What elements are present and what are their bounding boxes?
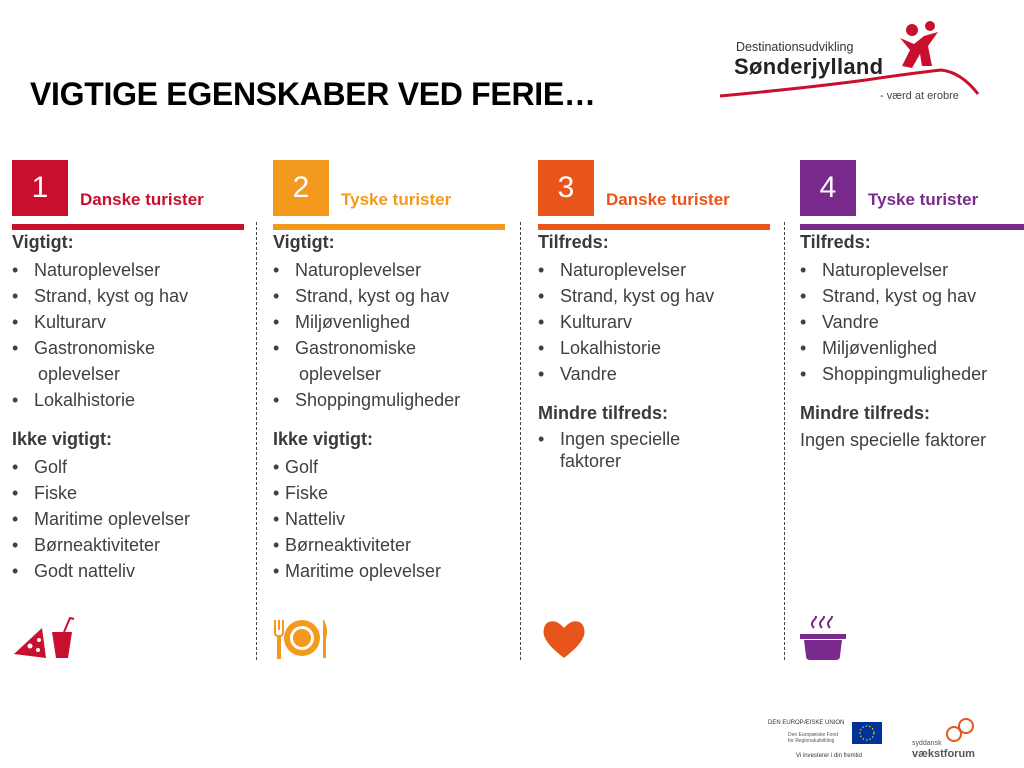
list-item: • Ingen specielle (538, 428, 770, 450)
important-list (273, 257, 505, 413)
section-heading: Tilfreds: (800, 232, 871, 252)
list-item: • Strand, kyst og hav (273, 283, 505, 309)
column-bar (800, 224, 1024, 230)
not-important-list (273, 454, 505, 584)
page-title: VIGTIGE EGENSKABER VED FERIE… (30, 76, 596, 112)
vaekstforum-small: syddansk (912, 740, 942, 747)
column-title: Danske turister (80, 190, 204, 209)
list-item: • Gastronomiske (273, 335, 505, 361)
column-2 (273, 160, 505, 660)
satisfied-list (538, 257, 770, 387)
not-important-list (12, 454, 244, 584)
list-item: • Naturoplevelser (538, 257, 770, 283)
section-heading: Mindre tilfreds: (538, 403, 669, 423)
list-item: • Gastronomiske (12, 335, 244, 361)
eu-title: DEN EUROPÆISKE UNION (768, 720, 845, 726)
column-bar (12, 224, 244, 230)
list-item: • Fiske (12, 480, 244, 506)
list-item: • Kulturarv (538, 309, 770, 335)
column-title: Danske turister (606, 190, 730, 209)
list-item: oplevelser (299, 364, 382, 384)
list-item: • Strand, kyst og hav (538, 283, 770, 309)
list-item: • Miljøvenlighed (273, 309, 505, 335)
list-item: • Strand, kyst og hav (800, 283, 1024, 309)
list-item: • Maritime oplevelser (12, 506, 244, 532)
list-item: faktorer (560, 451, 622, 471)
list-item: • Miljøvenlighed (800, 335, 1024, 361)
column-title: Tyske turister (341, 190, 452, 209)
section-heading: Mindre tilfreds: (800, 403, 931, 423)
eu-fund-logo (764, 718, 886, 762)
vaekstforum-logo (908, 716, 988, 762)
column-title: Tyske turister (868, 190, 979, 209)
less-satisfied-text: Ingen specielle faktorer (800, 430, 987, 450)
list-item: • Vandre (800, 309, 1024, 335)
pizza-drink-icon (12, 616, 78, 660)
list-item: • Lokalhistorie (12, 387, 244, 413)
list-item: • Strand, kyst og hav (12, 283, 244, 309)
column-number: 4 (800, 160, 856, 216)
column-divider (256, 222, 257, 660)
plate-cutlery-icon (272, 616, 330, 660)
vaekstforum-big: vækstforum (912, 748, 975, 760)
section-heading: Ikke vigtigt: (273, 429, 374, 449)
list-item: • Naturoplevelser (800, 257, 1024, 283)
column-bar (273, 224, 505, 230)
cooking-pot-icon (798, 616, 850, 662)
list-item: • Naturoplevelser (12, 257, 244, 283)
heart-icon (542, 616, 586, 660)
list-item: • Shoppingmuligheder (800, 361, 1024, 387)
list-item: • Børneaktiviteter (12, 532, 244, 558)
list-item: • Lokalhistorie (538, 335, 770, 361)
list-item: • Børneaktiviteter (273, 532, 505, 558)
vaekstforum-rings-icon (940, 716, 980, 744)
section-heading: Tilfreds: (538, 232, 609, 252)
logo-tagline: - værd at erobre (880, 90, 959, 102)
column-4 (800, 160, 1024, 660)
list-item: • Kulturarv (12, 309, 244, 335)
satisfied-list (800, 257, 1024, 387)
logo-small-text: Destinationsudvikling (736, 40, 854, 54)
list-item: • Godt natteliv (12, 558, 244, 584)
list-item: • Fiske (273, 480, 505, 506)
less-satisfied-list (538, 428, 770, 472)
list-item: • Golf (12, 454, 244, 480)
eu-slogan: Vi investerer i din fremtid (796, 753, 862, 759)
sonderjylland-logo (716, 18, 986, 108)
list-item: • Naturoplevelser (273, 257, 505, 283)
column-number: 2 (273, 160, 329, 216)
column-divider (520, 222, 521, 660)
logo-big-text: Sønderjylland (734, 54, 884, 79)
list-item: • Shoppingmuligheder (273, 387, 505, 413)
column-3 (538, 160, 770, 660)
section-heading: Ikke vigtigt: (12, 429, 113, 449)
list-item: • Golf (273, 454, 505, 480)
list-item: • Natteliv (273, 506, 505, 532)
column-number: 1 (12, 160, 68, 216)
column-bar (538, 224, 770, 230)
eu-flag-icon (852, 722, 882, 744)
column-divider (784, 222, 785, 660)
eu-fund-text: Den Europæiske Fond for Regionaludvikling (788, 732, 839, 744)
list-item: • Vandre (538, 361, 770, 387)
section-heading: Vigtigt: (273, 232, 335, 252)
list-item: oplevelser (38, 364, 121, 384)
column-number: 3 (538, 160, 594, 216)
section-heading: Vigtigt: (12, 232, 74, 252)
column-1 (12, 160, 244, 660)
important-list (12, 257, 244, 413)
list-item: • Maritime oplevelser (273, 558, 505, 584)
